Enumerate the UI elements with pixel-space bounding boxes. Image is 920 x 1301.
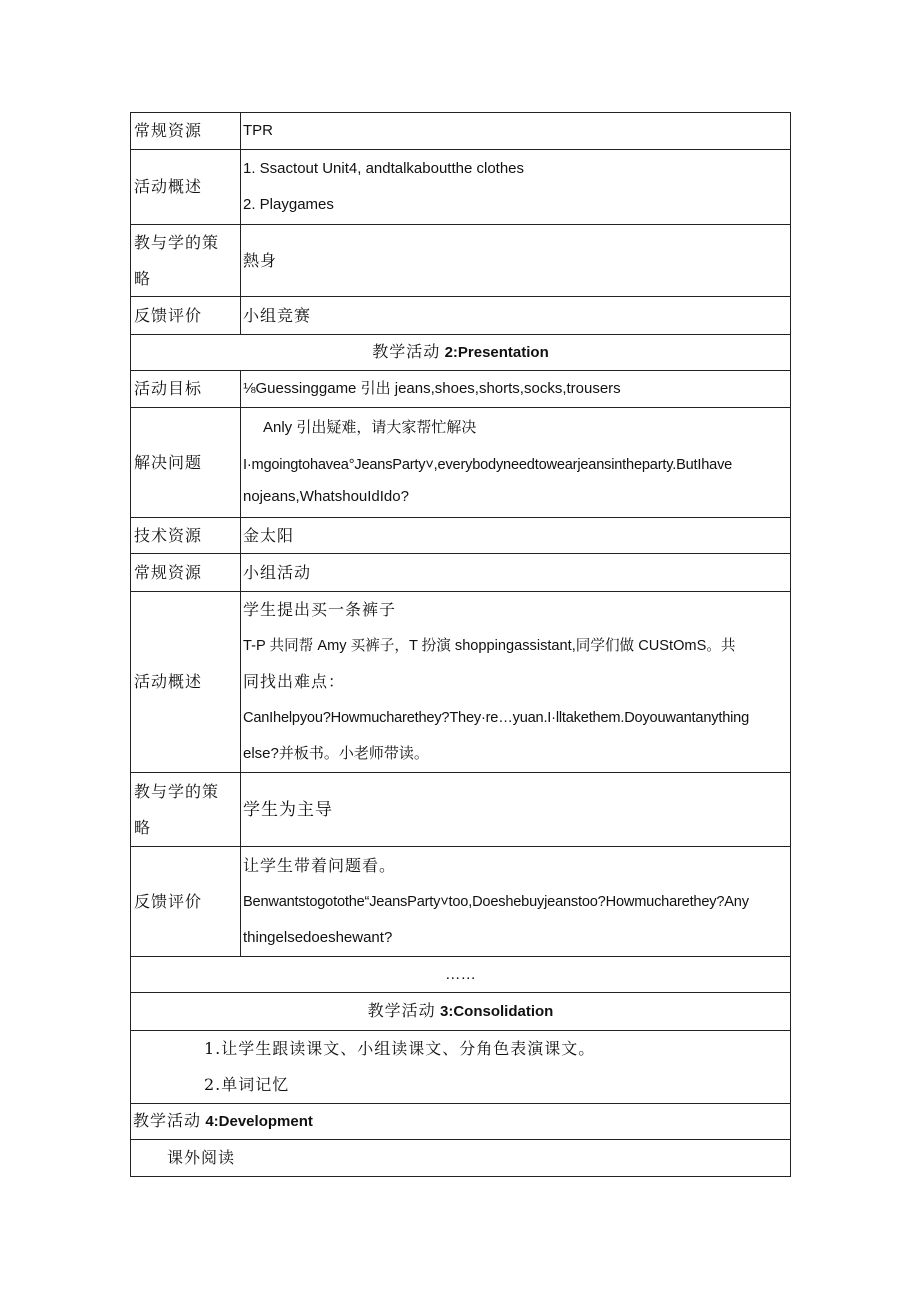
- row-label: 反馈评价: [131, 297, 241, 335]
- text-line: 2.单词记忆: [204, 1075, 290, 1094]
- row-label: 技术资源: [131, 518, 241, 554]
- ellipsis-cell: ……: [131, 957, 791, 993]
- text-line: nojeans,WhatshouIdIdo?: [243, 488, 409, 505]
- section-title-cn: 教学活动: [367, 1001, 436, 1020]
- row-value: [241, 592, 791, 773]
- row-label: [131, 773, 241, 847]
- section-header: [131, 1104, 791, 1140]
- row-value: 小组竞赛: [241, 297, 791, 335]
- table-row: [131, 847, 791, 957]
- table-row: [131, 371, 791, 408]
- row-label: 常规资源: [131, 554, 241, 592]
- section-title-en: 4:Development: [205, 1113, 313, 1130]
- label-line: 略: [134, 268, 152, 288]
- table-row: [131, 554, 791, 592]
- text-line: T-P 共同帮 Amy 买裤子，T 扮演 shoppingassistant,同学们做 CUStOmS。共: [243, 638, 736, 654]
- text-line: CanIhelpyou?Howmucharethey?They·re…yuan.I·lltakethem.Doyouwantanything: [243, 710, 749, 726]
- table-row: [131, 1140, 791, 1177]
- table-row: [131, 150, 791, 225]
- row-value: 小组活动: [241, 554, 791, 592]
- lesson-plan-table-wrapper: [130, 112, 790, 1177]
- section-header-row: [131, 1104, 791, 1140]
- row-label: [131, 225, 241, 297]
- text-line: Benwantstogotothe“JeansParty˅too,Doeshebuyjeanstoo?Howmucharethey?Any: [243, 893, 749, 910]
- text-line: 同找出难点：: [243, 672, 346, 691]
- text-line: 2. Playgames: [243, 196, 334, 213]
- row-value: 学生为主导: [241, 773, 791, 847]
- row-label: 活动概述: [131, 592, 241, 773]
- section-header-row: [131, 993, 791, 1031]
- row-label: 活动概述: [131, 150, 241, 225]
- table-row: [131, 113, 791, 150]
- table-row: [131, 408, 791, 518]
- row-value: 熱身: [241, 225, 791, 297]
- table-row: [131, 957, 791, 993]
- label-line: 教与学的策: [134, 781, 220, 801]
- row-label: 活动目标: [131, 371, 241, 408]
- table-row: [131, 773, 791, 847]
- text-line: Anly 引出疑难，请大家帮忙解决: [263, 419, 477, 436]
- section-header: [131, 993, 791, 1031]
- row-label: 常规资源: [131, 113, 241, 150]
- section-title-en: 2:Presentation: [444, 344, 549, 361]
- table-row: [131, 297, 791, 335]
- text-line: 1.让学生跟读课文、小组读课文、分角色表演课文。: [204, 1039, 596, 1058]
- row-value: 金太阳: [241, 518, 791, 554]
- content-cell: 课外阅读: [131, 1140, 791, 1177]
- text-line: I·mgoingtohavea°JeansParty˅,everybodyneedtowearjeansintheparty.ButIhave: [243, 457, 733, 473]
- text-line: 让学生带着问题看。: [243, 855, 397, 875]
- row-value: TPR: [241, 113, 791, 150]
- row-label: 反馈评价: [131, 847, 241, 957]
- row-value: ⅛Guessinggame 引出 jeans,shoes,shorts,socks,trousers: [241, 371, 791, 408]
- row-label: 解决问题: [131, 408, 241, 518]
- label-line: 教与学的策: [134, 232, 220, 252]
- section-title-cn: 教学活动: [372, 342, 441, 361]
- section-header: [131, 335, 791, 371]
- table-row: [131, 1031, 791, 1104]
- section-title-cn: 教学活动: [133, 1111, 202, 1130]
- section-header-row: [131, 335, 791, 371]
- lesson-plan-table: [130, 112, 791, 1177]
- row-value: [241, 150, 791, 225]
- section-title-en: 3:Consolidation: [440, 1003, 554, 1020]
- table-row: [131, 225, 791, 297]
- content-cell: [131, 1031, 791, 1104]
- table-row: [131, 518, 791, 554]
- text-line: thingelsedoeshewant?: [243, 928, 393, 946]
- label-line: 略: [134, 817, 152, 837]
- table-row: [131, 592, 791, 773]
- text-line: 学生提出买一条裤子: [243, 600, 397, 619]
- text-line: 1. Ssactout Unit4, andtalkaboutthe clothes: [243, 160, 525, 177]
- row-value: [241, 847, 791, 957]
- row-value: [241, 408, 791, 518]
- text-line: else?并板书。小老师带读。: [243, 745, 429, 762]
